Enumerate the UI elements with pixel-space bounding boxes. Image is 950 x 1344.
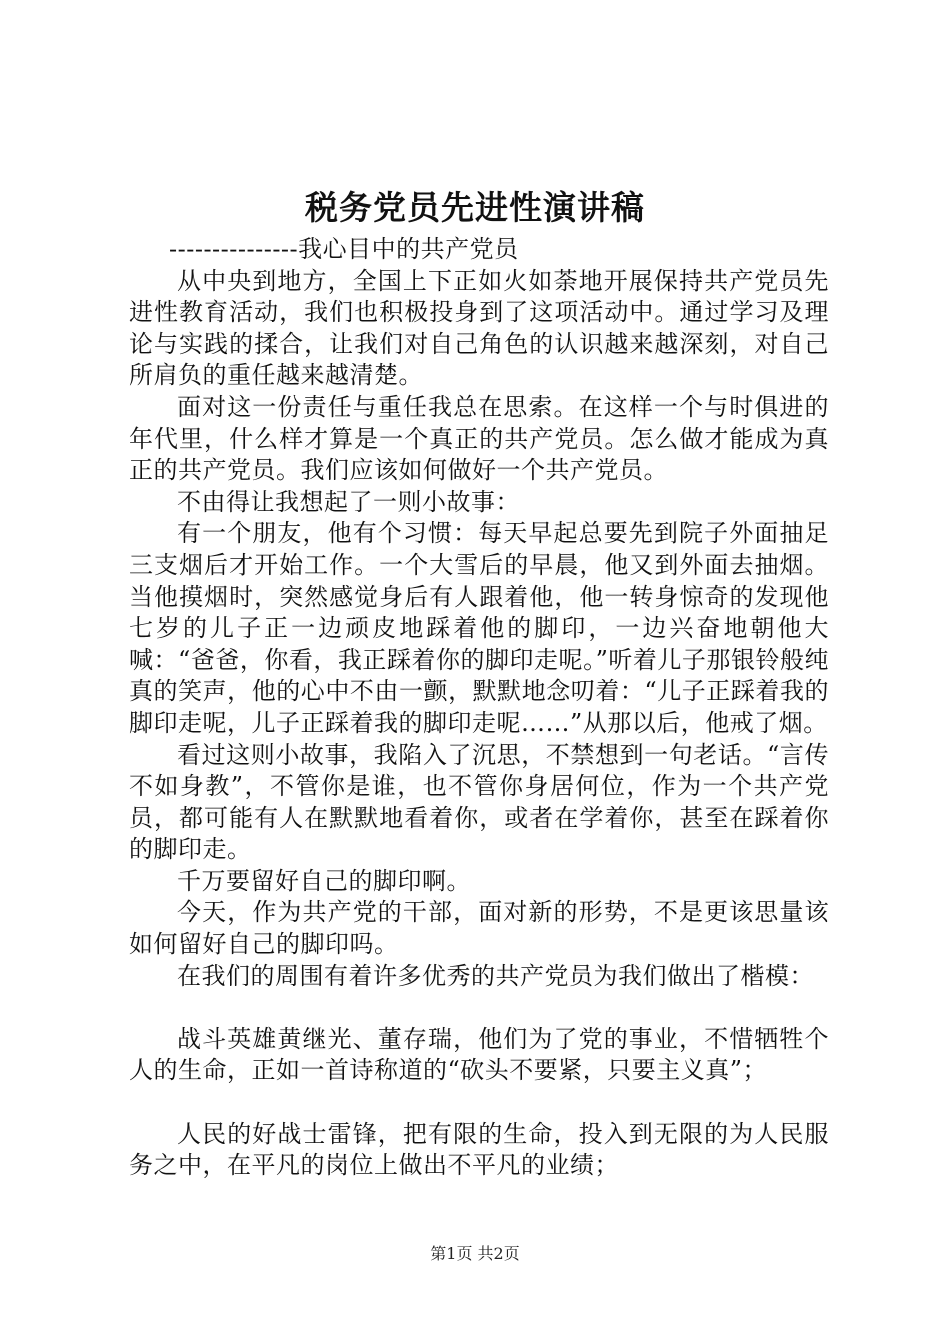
paragraph-story-lead: 不由得让我想起了一则小故事： (177, 487, 520, 516)
paragraph-models: 在我们的周围有着许多优秀的共产党员为我们做出了楷模： (177, 961, 814, 990)
paragraph-footprint: 千万要留好自己的脚印啊。 (177, 866, 471, 895)
paragraph-heroes: 战斗英雄黄继光、董存瑞，他们为了党的事业，不惜牺牲个人的生命，正如一首诗称道的“砍头不要紧，只要主义真”； (129, 1024, 829, 1085)
paragraph-lesson: 看过这则小故事，我陷入了沉思，不禁想到一句老话。“言传不如身教”，不管你是谁，也不管你身居何位，作为一个共产党员，都可能有人在默默地看着你，或者在学着你，甚至在踩着你的脚印走。 (129, 740, 829, 864)
paragraph-story: 有一个朋友，他有个习惯：每天早起总要先到院子外面抽足三支烟后才开始工作。一个大雪后的早晨，他又到外面去抽烟。当他摸烟时，突然感觉身后有人跟着他，他一转身惊奇的发现他七岁的儿子正一边顽皮地踩着他的脚印，一边兴奋地朝他大喊：“爸爸，你看，我正踩着你的脚印走呢。”听着儿子那银铃般纯真的笑声，他的心中不由一颤，默默地念叨着：“儿子正踩着我的脚印走呢，儿子正踩着我的脚印走呢……”从那以后，他戒了烟。 (129, 519, 829, 737)
document-subtitle: ---------------我心目中的共产党员 (169, 235, 519, 263)
paragraph-today: 今天，作为共产党的干部，面对新的形势，不是更该思量该如何留好自己的脚印吗。 (129, 898, 829, 959)
paragraph-intro: 从中央到地方，全国上下正如火如荼地开展保持共产党员先进性教育活动，我们也积极投身到了这项活动中。通过学习及理论与实践的揉合，让我们对自己角色的认识越来越深刻，对自己所肩负的重任越来越清楚。 (129, 266, 829, 390)
document-title: 税务党员先进性演讲稿 (305, 188, 645, 227)
paragraph-leifeng: 人民的好战士雷锋，把有限的生命，投入到无限的为人民服务之中，在平凡的岗位上做出不平凡的业绩； (129, 1119, 829, 1180)
paragraph-reflection: 面对这一份责任与重任我总在思索。在这样一个与时俱进的年代里，什么样才算是一个真正的共产党员。怎么做才能成为真正的共产党员。我们应该如何做好一个共产党员。 (129, 392, 829, 485)
document-body (129, 234, 829, 1182)
page-footer: 第1页 共2页 (430, 1244, 520, 1263)
